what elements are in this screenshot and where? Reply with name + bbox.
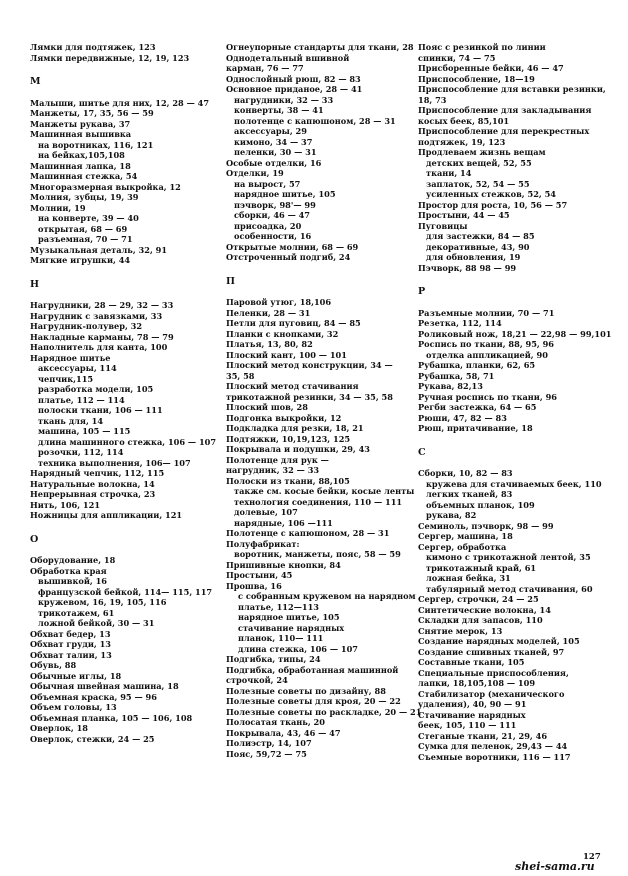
index-entry: Полосатая ткань, 20	[226, 717, 325, 727]
index-subentry: заплаток, 52, 54 — 55	[426, 178, 530, 189]
index-entry: Рубашка, 58, 71	[418, 370, 495, 381]
index-entry: Простыни, 44 — 45	[418, 210, 510, 220]
index-subentry: длина машинного стежка, 106 — 107	[38, 436, 217, 447]
index-subentry: кружевом, 16, 19, 105, 116	[38, 597, 167, 607]
index-subentry: разработка модели, 105	[38, 384, 154, 394]
index-subentry: отделка аппликацией, 90	[426, 349, 548, 360]
index-entry: Специальные приспособления,	[418, 667, 569, 678]
index-subentry: нарядное шитье, 105	[234, 189, 336, 199]
index-entry: Открытые молнии, 68 — 69	[226, 241, 359, 252]
section-letter: П	[226, 275, 235, 287]
index-subentry: нарядное шитье, 105	[238, 612, 340, 622]
index-entry: Стеганые ткани, 21, 29, 46	[418, 730, 548, 741]
index-entry: Многоразмерная выкройка, 12	[30, 181, 181, 192]
index-entry: Обхват талии, 13	[30, 649, 112, 660]
index-entry: Роспись по ткани, 88, 95, 96	[418, 339, 555, 349]
section-letter: Н	[30, 278, 39, 290]
index-entry: Рюш, притачивание, 18	[418, 423, 533, 433]
index-subentry: ложной бейкой, 30 — 31	[38, 618, 155, 628]
index-entry: Музыкальная деталь, 32, 91	[30, 244, 168, 255]
index-entry: Сборки, 10, 82 — 83	[418, 468, 513, 478]
index-entry: Платья, 13, 80, 82	[226, 339, 313, 349]
index-entry: Полотенце для рук —	[226, 454, 329, 465]
index-entry: Приспособление для вставки резинки,	[418, 84, 606, 94]
index-subentry: табулярный метод стачивания, 60	[426, 583, 593, 594]
index-subentry: кружева для стачиваемых беек, 110	[426, 478, 602, 489]
index-subentry: пеленки, 30 — 31	[234, 147, 317, 157]
index-entry: Огнеупорные стандарты для ткани, 28	[226, 42, 414, 52]
index-entry: спинки, 74 — 75	[418, 52, 496, 63]
index-entry: Однослойный рюш, 82 — 83	[226, 73, 361, 84]
index-entry: Манжеты, 17, 35, 56 — 59	[30, 108, 154, 118]
index-entry: Непрерывная строчка, 23	[30, 489, 156, 499]
index-subentry: нарядные, 106 —111	[234, 517, 333, 528]
index-entry: Однодетальный вшивной	[226, 52, 350, 63]
index-subentry: легких тканей, 83	[426, 489, 513, 499]
index-entry: Оборудование, 18	[30, 555, 116, 565]
index-subentry: стачивание нарядных	[238, 622, 345, 633]
section-letter: О	[30, 533, 39, 545]
index-entry: Лямки для подтяжек, 123	[30, 42, 156, 52]
index-entry: косых беек, 85,101	[418, 115, 510, 126]
index-entry: беек, 105, 110 — 111	[418, 720, 517, 730]
index-entry: Отделки, 19	[226, 168, 284, 178]
index-entry: Мягкие игрушки, 44	[30, 255, 131, 265]
index-entry: Рубашка, планки, 62, 65	[418, 360, 536, 370]
index-entry: Покрывала и подушки, 29, 43	[226, 444, 371, 454]
index-entry: Натуральные волокна, 14	[30, 478, 155, 489]
index-entry: Подгибка, обработанная машинной	[226, 664, 399, 675]
index-entry: Обувь, 88	[30, 660, 77, 670]
index-entry: Резетка, 112, 114	[418, 318, 502, 328]
index-entry: Паровой утюг, 18,106	[226, 297, 332, 307]
index-subentry: также см. косые бейки, косые ленты	[234, 486, 415, 496]
index-subentry: вышивкой, 16	[38, 576, 107, 586]
index-subentry: особенности, 16	[234, 231, 312, 241]
index-entry: Полезные советы по дизайну, 88	[226, 685, 386, 696]
index-entry: Простор для роста, 10, 56 — 57	[418, 199, 568, 210]
index-entry: Обработка края	[30, 565, 107, 576]
index-subentry: машина, 105 — 115	[38, 426, 131, 436]
site-watermark: shei-sama.ru	[515, 860, 595, 873]
index-subentry: для обновления, 19	[426, 252, 521, 262]
index-subentry: детских вещей, 52, 55	[426, 157, 532, 168]
index-entry: Плоский кант, 100 — 101	[226, 349, 347, 360]
index-entry: лапки, 18,105,108 — 109	[418, 678, 536, 688]
index-entry: Обхват груди, 13	[30, 639, 111, 649]
index-entry: Накладные карманы, 78 — 79	[30, 331, 174, 342]
index-subentry: платье, 112 — 114	[38, 394, 125, 405]
index-entry: Объем головы, 13	[30, 702, 117, 712]
index-entry: Сумка для пеленок, 29,43 — 44	[418, 741, 568, 751]
index-subentry: долевые, 107	[234, 507, 298, 517]
index-entry: Машинная лапка, 18	[30, 160, 131, 171]
index-entry: Простыни, 45	[226, 570, 293, 580]
index-entry: 18, 73	[418, 94, 447, 105]
index-entry: Семиноль, пэчворк, 98 — 99	[418, 520, 554, 531]
index-entry: Лямки передвижные, 12, 19, 123	[30, 52, 190, 63]
index-entry: Рюши, 47, 82 — 83	[418, 412, 507, 423]
index-subentry: конверты, 38 — 41	[234, 105, 324, 115]
index-entry: Продлеваем жизнь вещам	[418, 147, 546, 157]
index-subentry: на конверте, 39 — 40	[38, 213, 139, 223]
index-entry: Разъемные молнии, 70 — 71	[418, 307, 555, 318]
index-entry: Съемные воротники, 116 — 117	[418, 751, 571, 762]
index-entry: Роликовый нож, 18,21 — 22,98 — 99,101	[418, 328, 612, 339]
index-entry: Подтяжки, 10,19,123, 125	[226, 433, 351, 444]
index-entry: удаления), 40, 90 — 91	[418, 699, 527, 709]
index-entry: Объемная краска, 95 — 96	[30, 691, 157, 702]
index-subentry: техника выполнения, 106— 107	[38, 457, 191, 468]
index-entry: Плоский метод конструкции, 34 —	[226, 360, 393, 370]
index-subentry: нагрудники, 32 — 33	[234, 94, 334, 105]
index-entry: Создание сшивных тканей, 97	[418, 646, 565, 657]
index-subentry: сборки, 46 — 47	[234, 210, 310, 220]
index-entry: Пуговицы	[418, 220, 468, 231]
index-entry: Молния, зубцы, 19, 39	[30, 192, 139, 202]
index-subentry: пэчворк, 98'— 99	[234, 199, 316, 210]
index-subentry: усиленных стежков, 52, 54	[426, 189, 556, 199]
index-entry: Полоски из ткани, 88,105	[226, 475, 350, 486]
index-entry: Приспособление, 18—19	[418, 73, 535, 84]
index-subentry: разъемная, 70 — 71	[38, 234, 133, 244]
index-entry: Рукава, 82,13	[418, 381, 483, 391]
index-subentry: ткань для, 14	[38, 415, 104, 426]
index-entry: Стачивание нарядных	[418, 709, 526, 720]
index-entry: Нагрудник-полувер, 32	[30, 321, 143, 331]
index-entry: Полотенце с капюшоном, 28 — 31	[226, 528, 390, 538]
index-subentry: аксессуары, 114	[38, 363, 117, 373]
index-entry: Стабилизатор (механического	[418, 688, 565, 699]
index-subentry: на вырост, 57	[234, 178, 301, 189]
index-subentry: декоративные, 43, 90	[426, 241, 530, 252]
index-entry: Нагрудник с завязками, 33	[30, 310, 163, 321]
index-entry: Обычная швейная машина, 18	[30, 681, 179, 691]
index-entry: Молнии, 19	[30, 202, 86, 213]
index-entry: Пеленки, 28 — 31	[226, 307, 311, 318]
index-entry: Петли для пуговиц, 84 — 85	[226, 318, 361, 328]
index-entry: Особые отделки, 16	[226, 157, 322, 168]
index-entry: Присборенные бейки, 46 — 47	[418, 63, 564, 73]
index-entry: Нарядное шитье	[30, 352, 111, 363]
index-subentry: полоски ткани, 106 — 111	[38, 405, 163, 415]
index-entry: Регби застежка, 64 — 65	[418, 402, 537, 412]
index-entry: Машинная стежка, 54	[30, 171, 138, 181]
index-entry: Наполнитель для канта, 100	[30, 342, 168, 352]
index-entry: Пришивные кнопки, 84	[226, 559, 341, 570]
index-entry: Полиэстр, 14, 107	[226, 738, 312, 748]
index-entry: подтяжек, 19, 123	[418, 136, 506, 147]
index-entry: Полуфабрикат:	[226, 538, 300, 549]
index-subentry: планок, 110— 111	[238, 633, 324, 643]
index-entry: Сергер, строчки, 24 — 25	[418, 594, 539, 604]
index-subentry: длина стежка, 106 — 107	[238, 643, 358, 654]
index-entry: Прошва, 16	[226, 580, 282, 591]
index-subentry: с собранным кружевом на нарядном	[238, 591, 416, 601]
index-subentry: объемных планок, 109	[426, 499, 535, 510]
index-subentry: на воротниках, 116, 121	[38, 139, 154, 150]
index-subentry: трикотажем, 61	[38, 607, 115, 618]
index-entry: Планки с кнопками, 32	[226, 328, 339, 339]
index-subentry: аксессуары, 29	[234, 126, 307, 136]
index-entry: Создание нарядных моделей, 105	[418, 636, 580, 646]
index-subentry: розочки, 112, 114	[38, 447, 124, 457]
index-subentry: присоадка, 20	[234, 220, 302, 231]
index-entry: 35, 58	[226, 370, 255, 381]
page-number: 127	[583, 852, 601, 862]
index-entry: Подкладка для резки, 18, 21	[226, 423, 364, 433]
index-entry: Подгибка, типы, 24	[226, 654, 321, 664]
index-subentry: технология соединения, 110 — 111	[234, 496, 403, 507]
index-entry: Обхват бедер, 13	[30, 628, 111, 639]
index-entry: Сергер, машина, 18	[418, 531, 513, 541]
index-entry: Полезные советы для кроя, 20 — 22	[226, 696, 401, 706]
index-entry: нагрудник, 32 — 33	[226, 465, 320, 475]
index-entry: Сергер, обработка	[418, 541, 507, 552]
index-column-2	[226, 42, 422, 759]
index-entry: Нагрудники, 28 — 29, 32 — 33	[30, 300, 174, 310]
index-entry: Объемная планка, 105 — 106, 108	[30, 712, 193, 723]
index-column-1	[30, 42, 220, 744]
index-subentry: кимоно, 34 — 37	[234, 136, 313, 147]
index-entry: Машинная вышивка	[30, 129, 132, 139]
index-entry: Составные ткани, 105	[418, 657, 525, 667]
index-entry: Нарядный чепчик, 112, 115	[30, 468, 165, 478]
index-entry: Синтетические волокна, 14	[418, 604, 551, 615]
index-subentry: чепчик,115	[38, 373, 94, 384]
index-subentry: платье, 112—113	[238, 601, 319, 612]
index-entry: Малыши, шитье для них, 12, 28 — 47	[30, 97, 210, 108]
index-entry: Полезные советы по раскладке, 20 — 21	[226, 706, 422, 717]
index-entry: Снятие мерок, 13	[418, 625, 503, 636]
index-entry: Плоский метод стачивания	[226, 381, 359, 391]
index-subentry: воротник, манжеты, пояс, 58 — 59	[234, 549, 401, 559]
index-entry: Обычные иглы, 18	[30, 670, 122, 681]
index-entry: Пояс, 59,72 — 75	[226, 748, 307, 759]
index-subentry: рукава, 82	[426, 510, 477, 520]
index-entry: строчкой, 24	[226, 675, 288, 685]
index-entry: Ножницы для аппликации, 121	[30, 510, 183, 520]
index-entry: Ручная роспись по ткани, 96	[418, 391, 557, 402]
index-entry: карман, 76 — 77	[226, 63, 304, 73]
index-entry: Манжеты рукава, 37	[30, 118, 131, 129]
index-entry: Отстроченный подгиб, 24	[226, 252, 351, 262]
index-entry: Оверлок, 18	[30, 723, 88, 733]
index-subentry: ткани, 14	[426, 168, 472, 178]
index-subentry: кимоно с трикотажной лентой, 35	[426, 552, 591, 562]
index-entry: Приспособление для закладывания	[418, 105, 592, 115]
index-entry: Нить, 106, 121	[30, 499, 101, 510]
index-entry: Пояс с резинкой по линии	[418, 42, 546, 52]
index-entry: Пэчворк, 88 98 — 99	[418, 262, 517, 273]
index-entry: Складки для запасов, 110	[418, 615, 543, 625]
index-subentry: для застежки, 84 — 85	[426, 231, 535, 241]
index-entry: трикотажной резинки, 34 — 35, 58	[226, 391, 393, 402]
section-letter: С	[418, 446, 426, 458]
index-subentry: на бейках,105,108	[38, 150, 125, 160]
index-subentry: полотенце с капюшоном, 28 — 31	[234, 115, 396, 126]
index-entry: Плоский шов, 28	[226, 402, 308, 412]
index-subentry: французской бейкой, 114— 115, 117	[38, 586, 213, 597]
index-entry: Подгонка выкройки, 12	[226, 412, 342, 423]
index-subentry: ложная бейка, 31	[426, 573, 511, 583]
index-subentry: открытая, 68 — 69	[38, 223, 128, 234]
index-entry: Приспособление для перекрестных	[418, 126, 590, 136]
index-column-3	[418, 42, 618, 762]
section-letter: Р	[418, 286, 426, 297]
index-entry: Оверлок, стежки, 24 — 25	[30, 733, 155, 744]
section-letter: М	[30, 76, 41, 87]
index-subentry: трикотажный край, 61	[426, 562, 537, 573]
index-entry: Покрывала, 43, 46 — 47	[226, 727, 341, 738]
index-entry: Основное приданое, 28 — 41	[226, 84, 363, 94]
